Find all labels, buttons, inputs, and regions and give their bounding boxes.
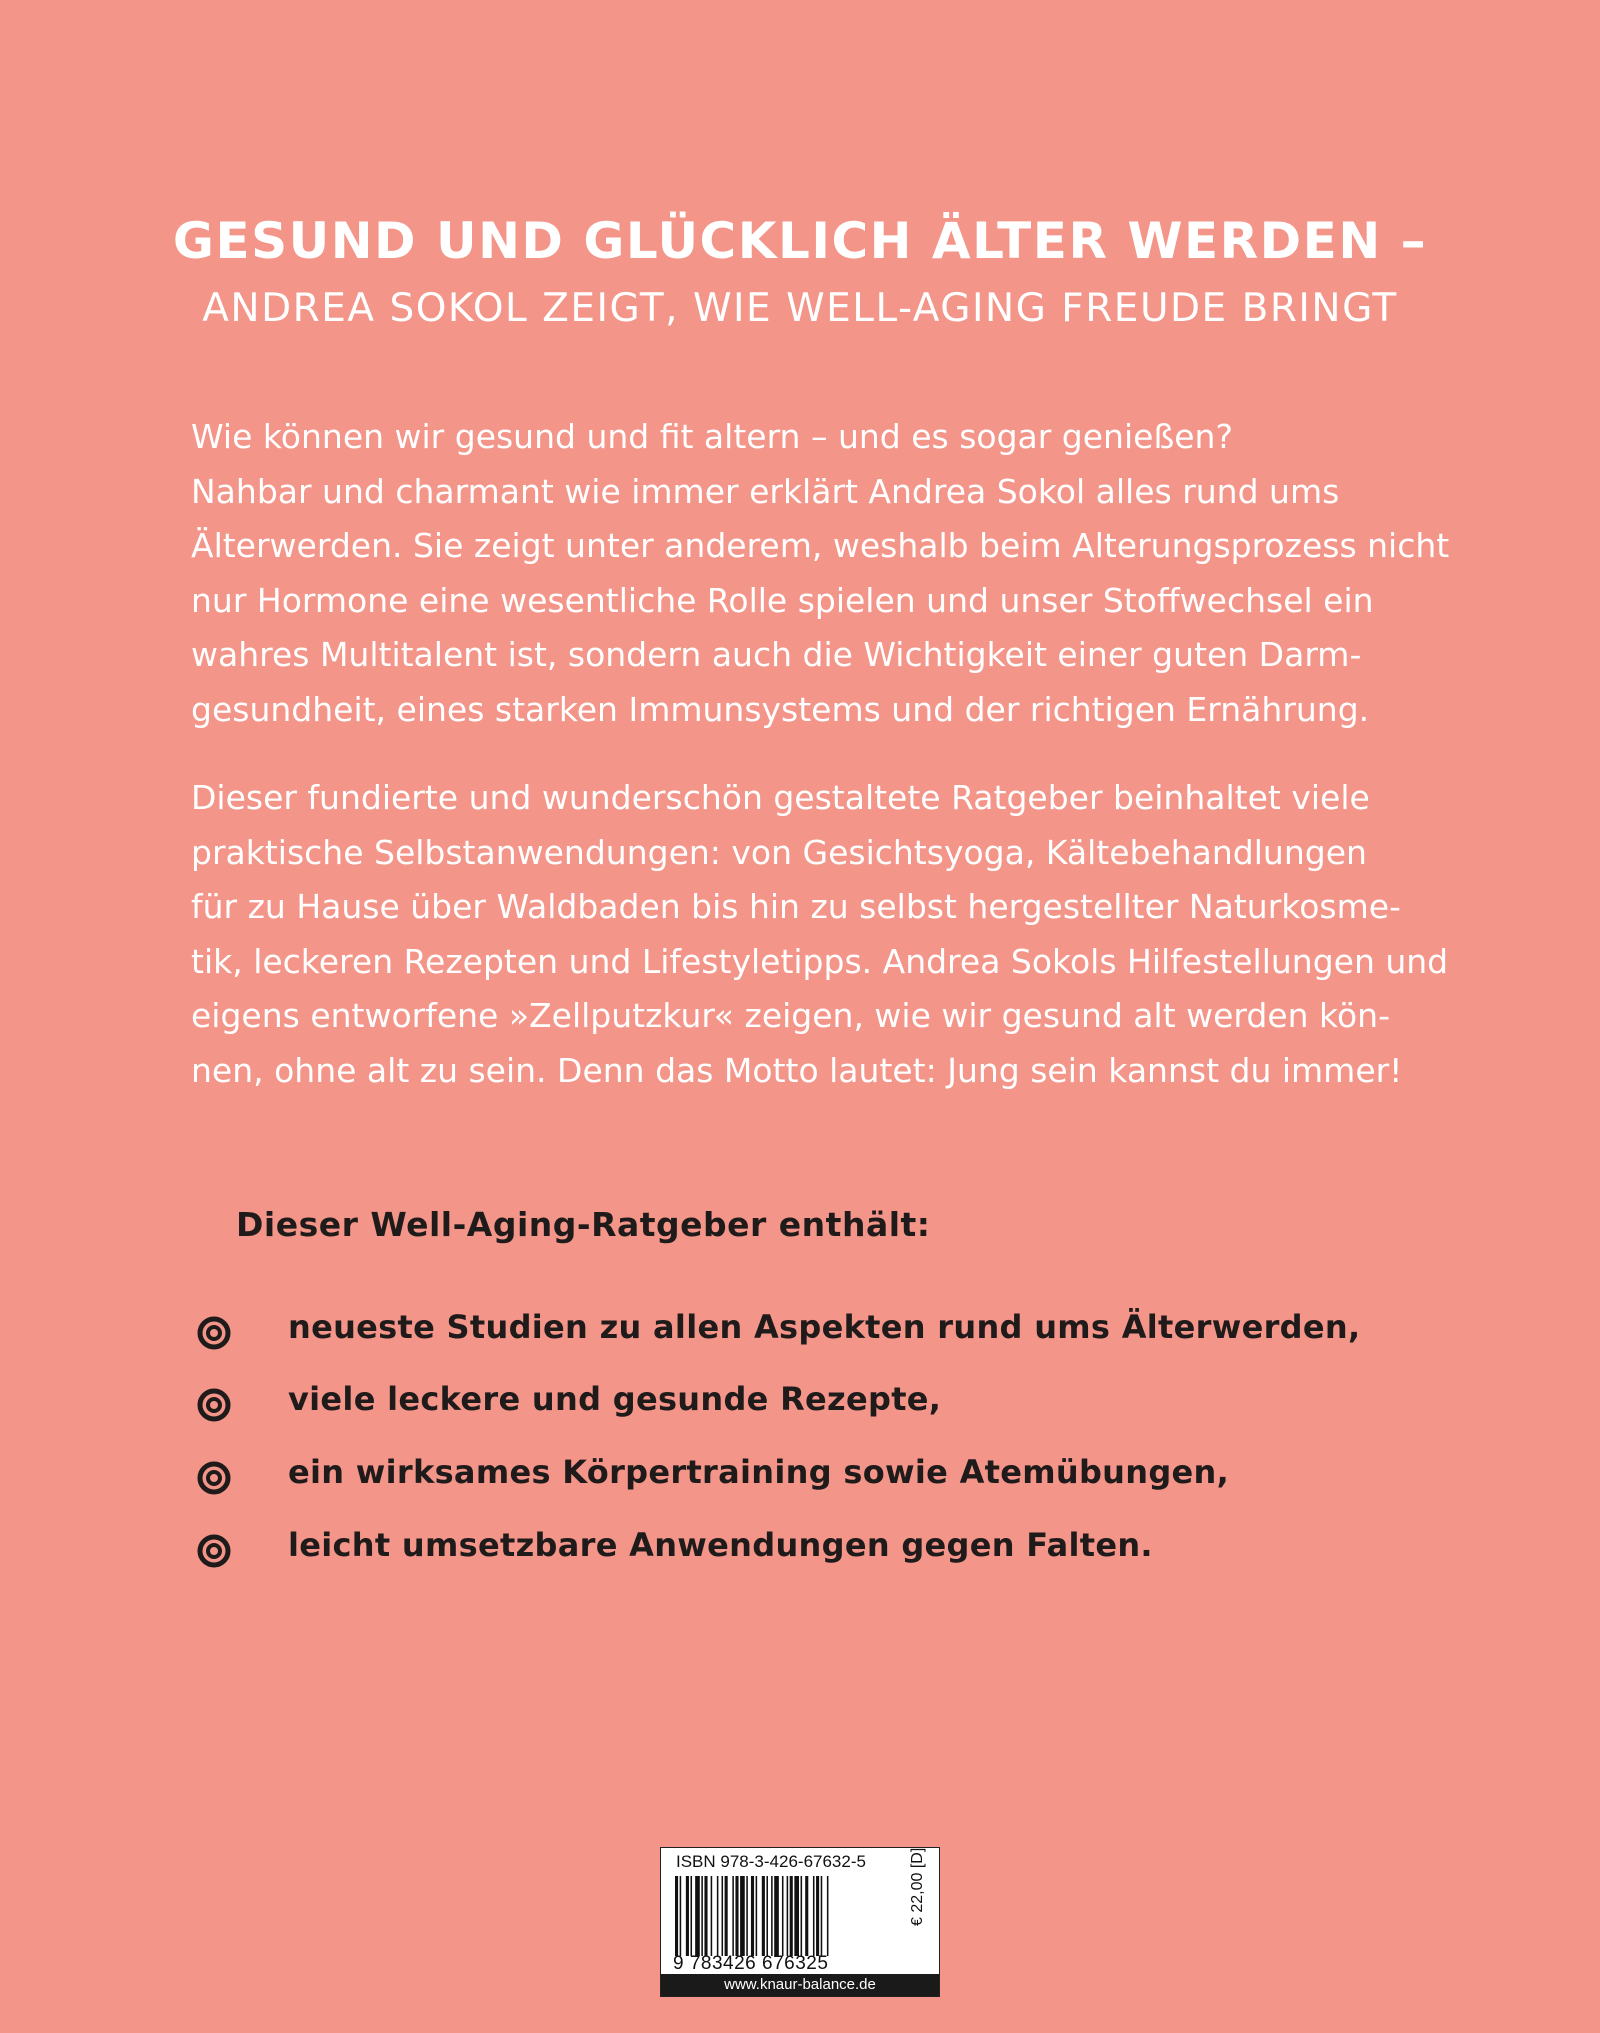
list-item-text: neueste Studien zu allen Aspekten rund ums Älterwerden, [288, 1308, 1361, 1346]
publisher-url: www.knaur-balance.de [661, 1974, 939, 1996]
text-line: Wie können wir gesund und fit altern – und es sogar genießen? [191, 417, 1233, 456]
ean-digits: 9 783426 676325 [673, 1953, 829, 1974]
text-line: gesundheit, eines starken Immunsystems und der richtigen Ernährung. [191, 689, 1370, 729]
isbn-text: ISBN 978-3-426-67632-5 [676, 1852, 866, 1871]
price-label: € 22,00 [D] [909, 1847, 926, 1926]
text-line: nur Hormone eine wesentliche Rolle spielen und unser Stoffwechsel ein [191, 580, 1374, 620]
barcode-label [660, 1847, 940, 1997]
text-line: tik, leckeren Rezepten und Lifestyletipps. Andrea Sokols Hilfestellungen und [191, 941, 1449, 981]
spiral-bullet-icon [196, 1315, 232, 1351]
text-line: nen, ohne alt zu sein. Denn das Motto lautet: Jung sein kannst du immer! [191, 1050, 1403, 1090]
text-line: eigens entworfene »Zellputzkur« zeigen, wie wir gesund alt werden kön- [191, 996, 1391, 1035]
text-line: Nahbar und charmant wie immer erklärt Andrea Sokol alles rund ums [191, 471, 1340, 511]
headline-line-2: ANDREA SOKOL ZEIGT, WIE WELL-AGING FREUDE BRINGT [202, 286, 1398, 331]
description-paragraph-2 [191, 771, 1449, 1098]
headline-line-1: GESUND UND GLÜCKLICH ÄLTER WERDEN – [172, 212, 1428, 270]
list-item-text: leicht umsetzbare Anwendungen gegen Falten. [288, 1526, 1153, 1564]
spiral-bullet-icon [196, 1533, 232, 1569]
list-item-text: viele leckere und gesunde Rezepte, [288, 1380, 942, 1418]
list-item-text: ein wirksames Körpertraining sowie Atemübungen, [288, 1453, 1230, 1491]
text-line: Dieser fundierte und wunderschön gestaltete Ratgeber beinhaltet viele [191, 778, 1370, 817]
spiral-bullet-icon [196, 1460, 232, 1496]
text-line: praktische Selbstanwendungen: von Gesichtsyoga, Kältebehandlungen [191, 832, 1367, 872]
spiral-bullet-icon [196, 1387, 232, 1423]
list-intro: Dieser Well-Aging-Ratgeber enthält: [236, 1205, 931, 1244]
text-line: für zu Hause über Waldbaden bis hin zu selbst hergestellter Naturkosme- [191, 887, 1401, 926]
text-line: wahres Multitalent ist, sondern auch die Wichtigkeit einer guten Darm- [191, 635, 1362, 674]
barcode-icon [673, 1876, 905, 1956]
description-paragraph-1 [191, 410, 1450, 737]
text-line: Älterwerden. Sie zeigt unter anderem, weshalb beim Alterungsprozess nicht [191, 526, 1450, 565]
